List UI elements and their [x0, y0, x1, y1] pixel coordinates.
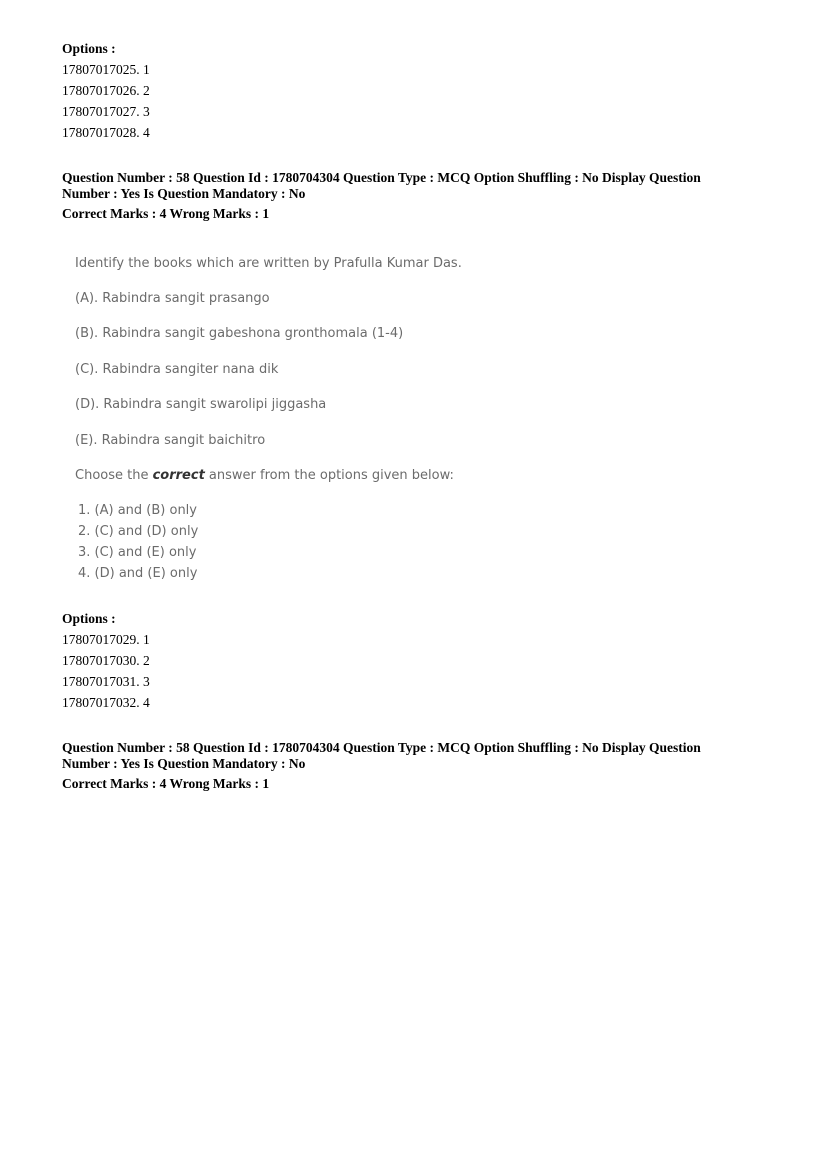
question-meta-line: Question Number : 58 Question Id : 1780704304 Question Type : MCQ Option Shuffling : No Display Question	[62, 170, 701, 185]
question-meta-line: Question Number : 58 Question Id : 1780704304 Question Type : MCQ Option Shuffling : No Display Question	[62, 740, 701, 755]
statement-b: (B). Rabindra sangit gabeshona gronthomala (1-4)	[75, 326, 404, 341]
answer-choices	[78, 500, 198, 584]
question-prompt: Identify the books which are written by Prafulla Kumar Das.	[75, 256, 462, 271]
statement-e: (E). Rabindra sangit baichitro	[75, 433, 266, 448]
instruction-prefix: Choose the	[75, 468, 153, 483]
option-item: 17807017031. 3	[62, 674, 150, 689]
option-item: 17807017027. 3	[62, 104, 150, 119]
option-item: 17807017025. 1	[62, 62, 150, 77]
option-item: 17807017026. 2	[62, 83, 150, 98]
question-meta-1	[62, 170, 762, 222]
answer-choice: 4. (D) and (E) only	[78, 566, 198, 581]
answer-choice: 3. (C) and (E) only	[78, 545, 197, 560]
options-section-1	[62, 38, 762, 143]
option-item: 17807017030. 2	[62, 653, 150, 668]
question-meta-line: Number : Yes Is Question Mandatory : No	[62, 186, 306, 201]
answer-choice: 1. (A) and (B) only	[78, 503, 197, 518]
question-meta-2	[62, 740, 762, 792]
statement-c: (C). Rabindra sangiter nana dik	[75, 362, 279, 377]
statement-a: (A). Rabindra sangit prasango	[75, 291, 270, 306]
option-item: 17807017028. 4	[62, 125, 150, 140]
options-label: Options :	[62, 611, 116, 626]
instruction-suffix: answer from the options given below:	[204, 468, 454, 483]
options-section-2	[62, 608, 762, 713]
options-label: Options :	[62, 41, 116, 56]
option-item: 17807017032. 4	[62, 695, 150, 710]
answer-instruction	[75, 468, 454, 483]
marks-line: Correct Marks : 4 Wrong Marks : 1	[62, 206, 270, 221]
question-meta-line: Number : Yes Is Question Mandatory : No	[62, 756, 306, 771]
marks-line: Correct Marks : 4 Wrong Marks : 1	[62, 776, 270, 791]
option-item: 17807017029. 1	[62, 632, 150, 647]
answer-choice: 2. (C) and (D) only	[78, 524, 199, 539]
instruction-emphasis: correct	[152, 468, 205, 483]
statement-d: (D). Rabindra sangit swarolipi jiggasha	[75, 397, 327, 412]
